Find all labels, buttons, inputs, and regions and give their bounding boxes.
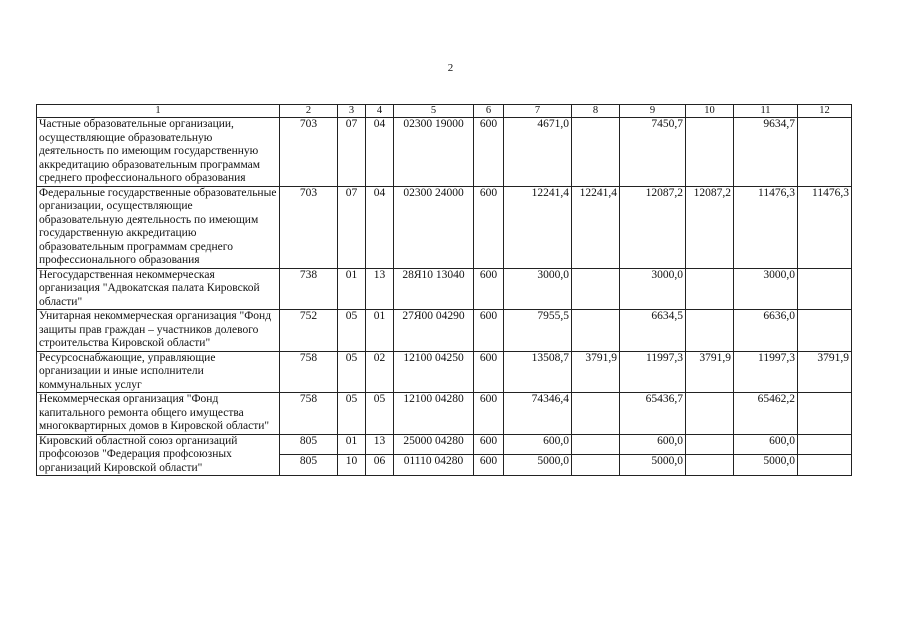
value-cell-c11: 9634,7 [734,118,798,187]
col-header: 1 [37,105,280,118]
value-cell-c4: 13 [366,434,394,455]
value-cell-c10 [686,434,734,455]
col-header: 5 [394,105,474,118]
value-cell-c5: 01110 04280 [394,455,474,476]
value-cell-c6: 600 [474,455,504,476]
value-cell-c3: 07 [338,186,366,268]
value-cell-c2: 752 [280,310,338,352]
value-cell-c11: 11997,3 [734,351,798,393]
value-cell-c10 [686,268,734,310]
value-cell-c4: 13 [366,268,394,310]
value-cell-c6: 600 [474,186,504,268]
value-cell-c4: 05 [366,393,394,435]
budget-table [36,104,852,476]
value-cell-c9: 65436,7 [620,393,686,435]
table-row [37,434,852,455]
value-cell-c12 [798,268,852,310]
value-cell-c7: 74346,4 [504,393,572,435]
value-cell-c9: 3000,0 [620,268,686,310]
value-cell-c5: 27Я00 04290 [394,310,474,352]
value-cell-c10: 12087,2 [686,186,734,268]
value-cell-c8 [572,393,620,435]
value-cell-c7: 4671,0 [504,118,572,187]
value-cell-c12 [798,310,852,352]
value-cell-c10: 3791,9 [686,351,734,393]
value-cell-c8 [572,455,620,476]
value-cell-c7: 600,0 [504,434,572,455]
col-header: 9 [620,105,686,118]
value-cell-c4: 04 [366,118,394,187]
value-cell-c5: 02300 24000 [394,186,474,268]
table-row [37,118,852,187]
value-cell-c11: 3000,0 [734,268,798,310]
recipient-name-cell: Некоммерческая организация "Фонд капитального ремонта общего имущества многоквартирных домов в Кировской области" [37,393,280,435]
value-cell-c9: 11997,3 [620,351,686,393]
header-row [37,105,852,118]
value-cell-c3: 10 [338,455,366,476]
recipient-name-cell: Негосударственная некоммерческая организация "Адвокатская палата Кировской области" [37,268,280,310]
value-cell-c9: 6634,5 [620,310,686,352]
value-cell-c9: 5000,0 [620,455,686,476]
value-cell-c6: 600 [474,268,504,310]
recipient-name-cell: Частные образовательные организации, осуществляющие образовательную деятельность по имеющим государственную аккредитацию образовательным программам среднего профессионального образования [37,118,280,187]
value-cell-c8 [572,434,620,455]
table-row [37,268,852,310]
value-cell-c6: 600 [474,351,504,393]
value-cell-c9: 7450,7 [620,118,686,187]
value-cell-c3: 01 [338,434,366,455]
value-cell-c9: 600,0 [620,434,686,455]
value-cell-c3: 05 [338,310,366,352]
col-header: 4 [366,105,394,118]
col-header: 3 [338,105,366,118]
value-cell-c7: 13508,7 [504,351,572,393]
value-cell-c5: 25000 04280 [394,434,474,455]
col-header: 7 [504,105,572,118]
value-cell-c4: 04 [366,186,394,268]
value-cell-c7: 12241,4 [504,186,572,268]
value-cell-c12: 11476,3 [798,186,852,268]
value-cell-c11: 5000,0 [734,455,798,476]
value-cell-c7: 3000,0 [504,268,572,310]
value-cell-c5: 12100 04280 [394,393,474,435]
value-cell-c2: 703 [280,118,338,187]
value-cell-c2: 703 [280,186,338,268]
value-cell-c2: 805 [280,434,338,455]
value-cell-c6: 600 [474,434,504,455]
value-cell-c5: 28Я10 13040 [394,268,474,310]
value-cell-c6: 600 [474,118,504,187]
value-cell-c12: 3791,9 [798,351,852,393]
value-cell-c3: 07 [338,118,366,187]
value-cell-c6: 600 [474,310,504,352]
col-header: 6 [474,105,504,118]
value-cell-c11: 6636,0 [734,310,798,352]
value-cell-c10 [686,118,734,187]
value-cell-c2: 758 [280,393,338,435]
table-row [37,310,852,352]
value-cell-c4: 06 [366,455,394,476]
value-cell-c6: 600 [474,393,504,435]
recipient-name-cell: Унитарная некоммерческая организация "Фонд защиты прав граждан – участников долевого строительства Кировской области" [37,310,280,352]
value-cell-c8 [572,118,620,187]
value-cell-c3: 01 [338,268,366,310]
value-cell-c9: 12087,2 [620,186,686,268]
table-row [37,186,852,268]
value-cell-c10 [686,455,734,476]
table-row [37,393,852,435]
page-number: 2 [447,62,454,74]
value-cell-c7: 7955,5 [504,310,572,352]
value-cell-c10 [686,393,734,435]
col-header: 12 [798,105,852,118]
value-cell-c4: 02 [366,351,394,393]
value-cell-c8 [572,268,620,310]
value-cell-c8: 3791,9 [572,351,620,393]
value-cell-c12 [798,393,852,435]
col-header: 2 [280,105,338,118]
value-cell-c11: 11476,3 [734,186,798,268]
col-header: 8 [572,105,620,118]
value-cell-c2: 738 [280,268,338,310]
value-cell-c3: 05 [338,351,366,393]
value-cell-c8: 12241,4 [572,186,620,268]
col-header: 11 [734,105,798,118]
value-cell-c4: 01 [366,310,394,352]
value-cell-c5: 02300 19000 [394,118,474,187]
recipient-name-cell: Федеральные государственные образовательные организации, осуществляющие образовательную деятельность по имеющим государственную аккредитацию образовательным программам среднего профессионального образования [37,186,280,268]
value-cell-c12 [798,455,852,476]
value-cell-c11: 600,0 [734,434,798,455]
col-header: 10 [686,105,734,118]
value-cell-c5: 12100 04250 [394,351,474,393]
value-cell-c8 [572,310,620,352]
value-cell-c7: 5000,0 [504,455,572,476]
recipient-name-cell: Кировский областной союз организаций профсоюзов "Федерация профсоюзных организаций Кировской области" [37,434,280,476]
table-row [37,351,852,393]
value-cell-c12 [798,434,852,455]
recipient-name-cell: Ресурсоснабжающие, управляющие организации и иные исполнители коммунальных услуг [37,351,280,393]
value-cell-c11: 65462,2 [734,393,798,435]
value-cell-c2: 758 [280,351,338,393]
value-cell-c3: 05 [338,393,366,435]
value-cell-c10 [686,310,734,352]
value-cell-c12 [798,118,852,187]
value-cell-c2: 805 [280,455,338,476]
